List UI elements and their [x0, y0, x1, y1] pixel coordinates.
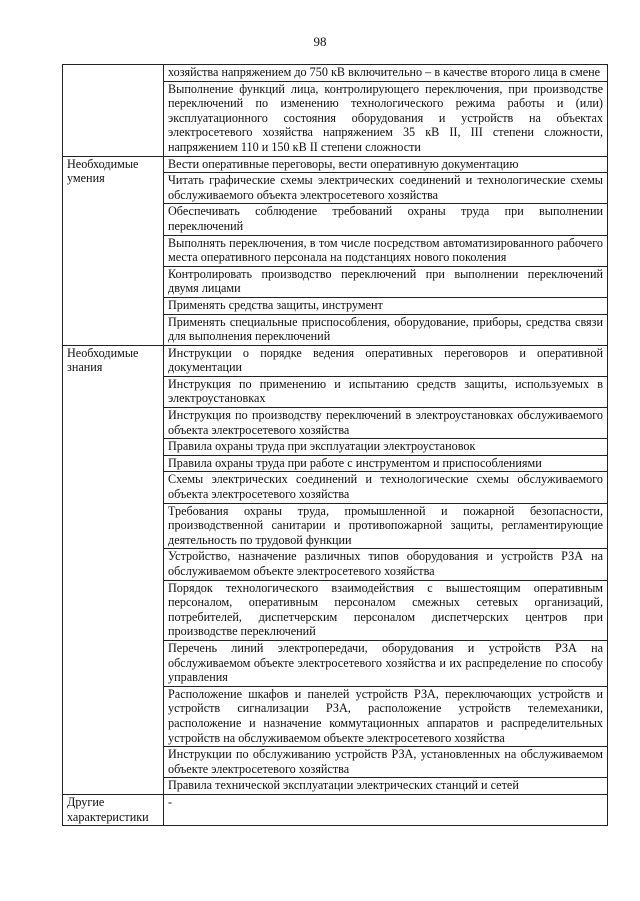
skills-label: Необходимые умения — [63, 156, 164, 345]
table-row — [63, 65, 608, 82]
knowledge-item: Устройство, назначение различных типов оборудования и устройств РЗА на обслуживаемом объекте электросетевого хозяйства — [164, 549, 608, 580]
knowledge-item: Инструкции о порядке ведения оперативных переговоров и оперативной документации — [164, 345, 608, 376]
knowledge-item: Порядок технологического взаимодействия с вышестоящим оперативным персоналом, оперативным персоналом смежных сетевых организаций, потребителей, диспетчерским персоналом диспетчерских центров при производстве переключений — [164, 580, 608, 640]
table-row — [63, 345, 608, 376]
skill-item: Обеспечивать соблюдение требований охраны труда при выполнении переключений — [164, 204, 608, 235]
competency-table — [62, 64, 608, 826]
skill-item: Вести оперативные переговоры, вести оперативную документацию — [164, 156, 608, 173]
other-value: - — [164, 794, 608, 825]
knowledge-item: Инструкция по производству переключений в электроустановках обслуживаемого объекта электросетевого хозяйства — [164, 408, 608, 439]
knowledge-item: Инструкции по обслуживанию устройств РЗА, установленных на обслуживаемом объекте электросетевого хозяйства — [164, 747, 608, 778]
knowledge-item: Инструкция по применению и испытанию средств защиты, используемых в электроустановках — [164, 376, 608, 407]
other-label: Другие характеристики — [63, 794, 164, 825]
skill-item: Контролировать производство переключений при выполнении переключений двумя лицами — [164, 266, 608, 297]
skill-item: Выполнять переключения, в том числе посредством автоматизированного рабочего места оперативного персонала на подстанциях нового поколения — [164, 235, 608, 266]
knowledge-item: Требования охраны труда, промышленной и пожарной безопасности, производственной санитарии и противопожарной защиты, регламентирующие деятельность по трудовой функции — [164, 503, 608, 549]
knowledge-item: Расположение шкафов и панелей устройств РЗА, переключающих устройств и устройств сигнализации РЗА, расположение устройств телемеханики, расположение и назначение коммутационных аппаратов и распределительных устройств на обслуживаемом объекте электросетевого хозяйства — [164, 686, 608, 746]
table-cell: хозяйства напряжением до 750 кВ включительно – в качестве второго лица в смене — [164, 65, 608, 82]
table-row — [63, 156, 608, 173]
knowledge-item: Схемы электрических соединений и технологические схемы обслуживаемого объекта электросетевого хозяйства — [164, 472, 608, 503]
page-number: 98 — [313, 34, 327, 49]
empty-label-cell — [63, 65, 164, 157]
knowledge-item: Перечень линий электропередачи, оборудования и устройств РЗА на обслуживаемом объекте электросетевого хозяйства и их распределение по способу управления — [164, 640, 608, 686]
knowledge-item: Правила охраны труда при работе с инструментом и приспособлениями — [164, 455, 608, 472]
table-row — [63, 794, 608, 825]
knowledge-item: Правила охраны труда при эксплуатации электроустановок — [164, 439, 608, 456]
table-cell: Выполнение функций лица, контролирующего переключения, при производстве переключений по изменению технологического режима работы и (или) эксплуатационного состояния оборудования и устройств на объектах электросетевого хозяйства напряжением 35 кВ II, III степени сложности, напряжением 110 и 150 кВ II степени сложности — [164, 81, 608, 156]
knowledge-item: Правила технической эксплуатации электрических станций и сетей — [164, 778, 608, 795]
skill-item: Применять специальные приспособления, оборудование, приборы, средства связи для выполнения переключений — [164, 314, 608, 345]
skill-item: Применять средства защиты, инструмент — [164, 297, 608, 314]
skill-item: Читать графические схемы электрических соединений и технологические схемы обслуживаемого объекта электросетевого хозяйства — [164, 173, 608, 204]
knowledge-label: Необходимые знания — [63, 345, 164, 794]
